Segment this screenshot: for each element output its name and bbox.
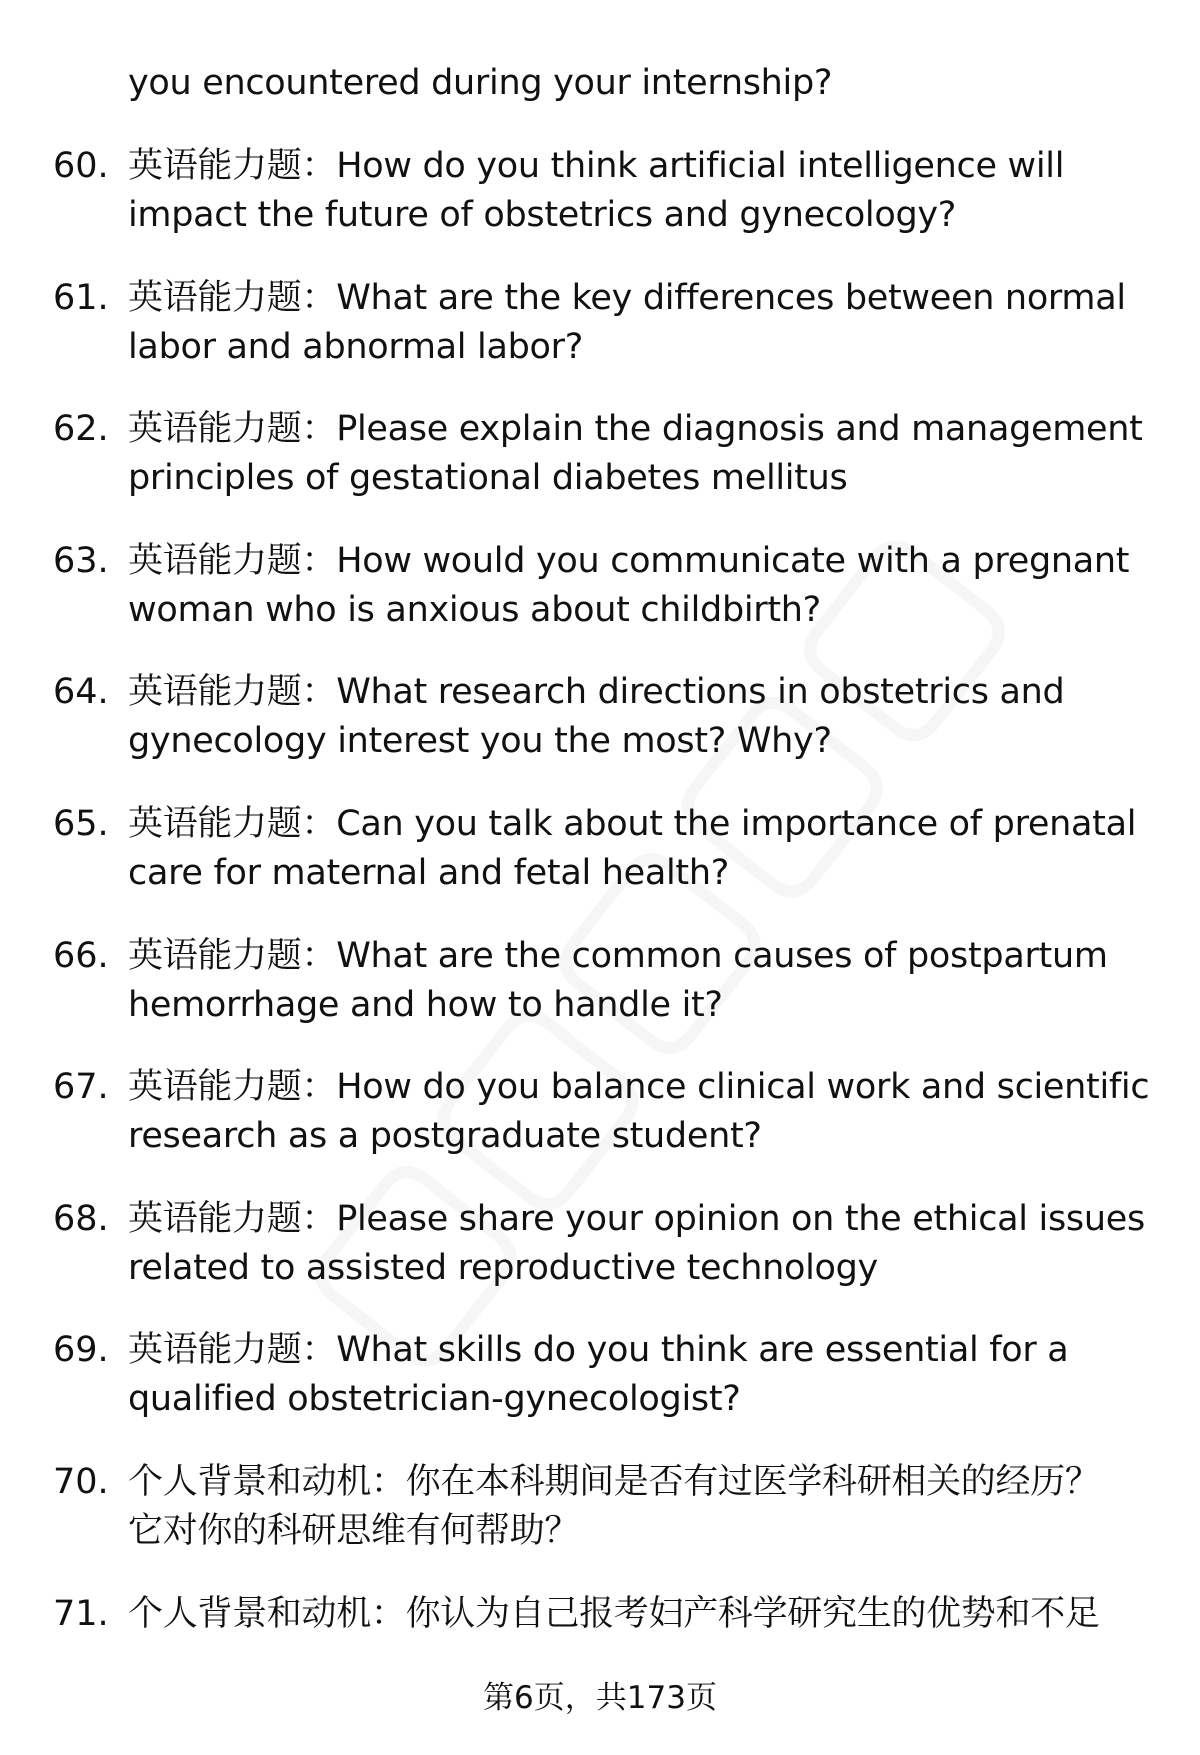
question-line: principles of gestational diabetes mellitus: [128, 458, 848, 499]
question-line: research as a postgraduate student?: [128, 1116, 762, 1157]
question-line: 英语能力题：Please share your opinion on the ethical issues: [128, 1198, 1145, 1239]
question-line: gynecology interest you the most? Why?: [128, 721, 832, 762]
question-line: impact the future of obstetrics and gynecology?: [128, 195, 957, 235]
question-number: 64.: [53, 672, 109, 713]
question-number: 67.: [53, 1067, 109, 1108]
question-number: 63.: [53, 540, 109, 581]
question-number: 60.: [53, 146, 109, 186]
question-number: 68.: [53, 1198, 109, 1239]
page-footer: 第6页，共173页: [483, 1680, 717, 1716]
question-line: 它对你的科研思维有何帮助？: [128, 1511, 580, 1551]
question-line: qualified obstetrician-gynecologist?: [128, 1379, 741, 1420]
question-line: woman who is anxious about childbirth?: [128, 589, 821, 630]
question-line: 英语能力题：How do you think artificial intelligence will: [128, 146, 1065, 186]
question-number: 70.: [53, 1462, 109, 1502]
question-line: 英语能力题：What skills do you think are essential for a: [128, 1330, 1069, 1371]
question-line: you encountered during your internship?: [128, 63, 833, 103]
question-line: 英语能力题：What are the key differences between normal: [128, 277, 1126, 318]
question-line: 个人背景和动机：你认为自己报考妇产科学研究生的优势和不足: [128, 1593, 1100, 1634]
question-number: 69.: [53, 1330, 109, 1371]
question-number: 62.: [53, 409, 109, 450]
question-number: 71.: [53, 1593, 109, 1634]
question-line: hemorrhage and how to handle it?: [128, 984, 723, 1025]
question-line: 英语能力题：What research directions in obstetrics and: [128, 672, 1065, 713]
question-line: related to assisted reproductive technology: [128, 1247, 878, 1288]
question-number: 66.: [53, 935, 109, 976]
question-line: 英语能力题：How do you balance clinical work and scientific: [128, 1067, 1150, 1108]
question-line: 英语能力题：Can you talk about the importance of prenatal: [128, 804, 1137, 844]
question-line: care for maternal and fetal health?: [128, 853, 729, 893]
question-line: labor and abnormal labor?: [128, 326, 583, 367]
question-number: 65.: [53, 804, 109, 844]
question-line: 英语能力题：How would you communicate with a pregnant: [128, 540, 1130, 581]
question-line: 个人背景和动机：你在本科期间是否有过医学科研相关的经历？: [128, 1462, 1100, 1502]
question-number: 61.: [53, 277, 109, 318]
question-line: 英语能力题：What are the common causes of postpartum: [128, 935, 1108, 976]
question-line: 英语能力题：Please explain the diagnosis and management: [128, 409, 1143, 450]
